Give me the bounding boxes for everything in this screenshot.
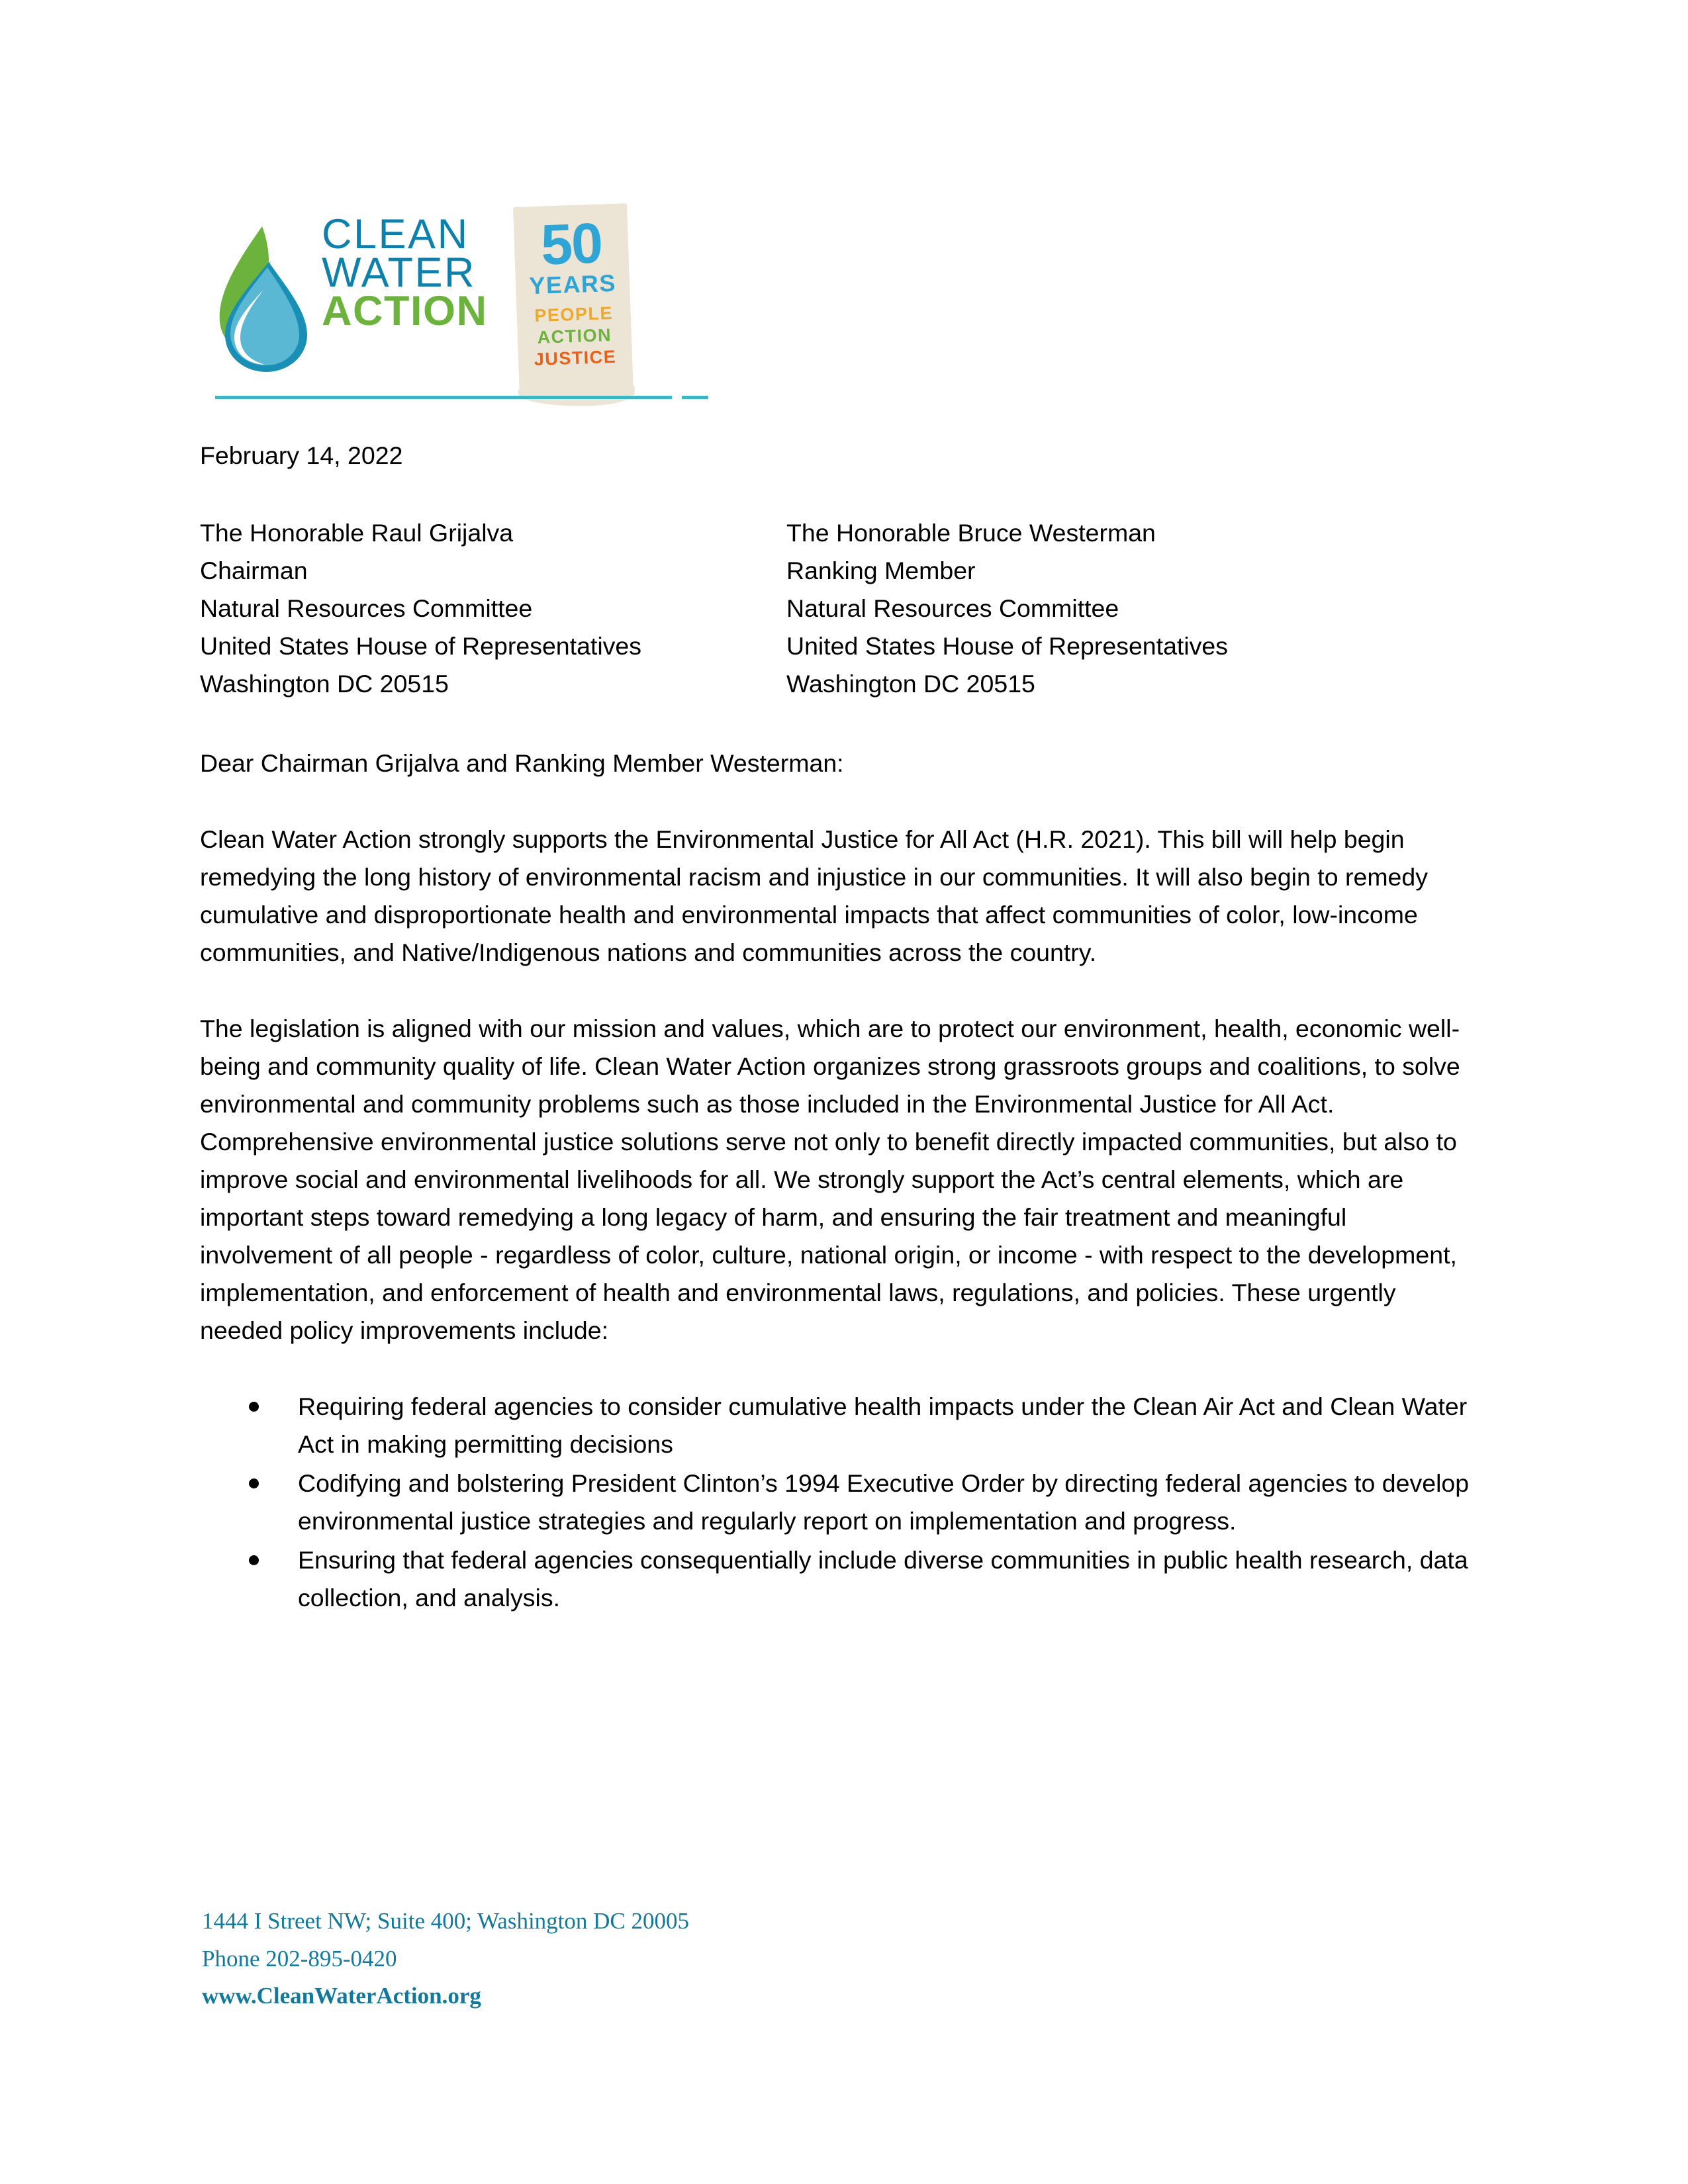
letterhead [211,210,687,409]
badge-number-50: 50 [539,211,603,277]
fifty-years-badge [513,203,633,399]
recipient-name: The Honorable Bruce Westerman [786,519,1156,547]
list-item [200,1388,1477,1463]
recipient-column-ranking-member [786,514,1228,703]
wordmark-line-water: WATER [322,249,476,296]
organization-logo [211,210,687,396]
recipient-chamber: United States House of Representatives [200,632,642,660]
recipient-committee: Natural Resources Committee [786,594,1119,622]
list-item-text: Ensuring that federal agencies consequentially include diverse communities in public health research, data collection, and analysis. [298,1546,1468,1612]
water-drop-leaf-icon [211,224,316,376]
letter-salutation: Dear Chairman Grijalva and Ranking Member Westerman: [200,749,844,777]
recipient-name: The Honorable Raul Grijalva [200,519,514,547]
logo-wordmark [322,211,514,334]
recipient-chamber: United States House of Representatives [786,632,1229,660]
recipient-committee: Natural Resources Committee [200,594,533,622]
bullet-dot-icon [249,1402,259,1412]
letter-date: February 14, 2022 [200,441,403,469]
bullet-dot-icon [249,1555,259,1565]
wordmark-line-action: ACTION [322,287,488,334]
list-item-text: Requiring federal agencies to consider cumulative health impacts under the Clean Air Act and Clean Water Act in making permitting decisions [298,1392,1468,1458]
list-item [200,1541,1477,1617]
policy-improvements-list [200,1388,1477,1617]
letter-body [200,437,1477,1618]
letterhead-divider-left [215,396,672,399]
footer-phone: Phone 202-895-0420 [202,1945,397,1972]
badge-word-people: PEOPLE [534,303,614,326]
wordmark-line-clean: CLEAN [322,211,469,257]
letterhead-footer [202,1903,1129,2015]
fifty-years-badge-content [513,203,633,399]
letterhead-divider-right [682,396,708,399]
bullet-dot-icon [249,1479,259,1488]
list-item [200,1465,1477,1540]
recipient-city: Washington DC 20515 [786,670,1035,698]
letter-paragraph-1: Clean Water Action strongly supports the Environmental Justice for All Act (H.R. 2021). This bill will help begin remedying the long history of environmental racism and injustice in our communities. It will also begin to remedy cumulative and disproportionate health and environmental impacts that affect communities of color, low-income communities, and Native/Indigenous nations and communities across the country. [200,825,1429,966]
recipient-title: Chairman [200,557,308,584]
recipient-title: Ranking Member [786,557,976,584]
footer-website-link[interactable]: www.CleanWaterAction.org [202,1983,481,2009]
recipient-city: Washington DC 20515 [200,670,449,698]
badge-word-action: ACTION [537,325,612,347]
recipient-column-chairman [200,514,641,703]
badge-word-justice: JUSTICE [534,346,617,370]
list-item-text: Codifying and bolstering President Clinton’s 1994 Executive Order by directing federal agencies to develop environmental justice strategies and regularly report on implementation and progress. [298,1469,1470,1535]
recipient-address-block [200,514,1477,706]
footer-address: 1444 I Street NW; Suite 400; Washington DC 20005 [202,1908,690,1934]
badge-years-label: YEARS [528,269,617,300]
letter-paragraph-2: The legislation is aligned with our mission and values, which are to protect our environment, health, economic well-being and community quality of life. Clean Water Action organizes strong grassroots groups and coalitions, to solve environmental and community problems such as those included in the Environmental Justice for All Act. Comprehensive environmental justice solutions serve not only to benefit directly impacted communities, but also to improve social and environmental livelihoods for all. We strongly support the Act’s central elements, which are important steps toward remedying a long legacy of harm, and ensuring the fair treatment and meaningful involvement of all people - regardless of color, culture, national origin, or income - with respect to the development, implementation, and enforcement of health and environmental laws, regulations, and policies. These urgently needed policy improvements include: [200,1015,1460,1344]
